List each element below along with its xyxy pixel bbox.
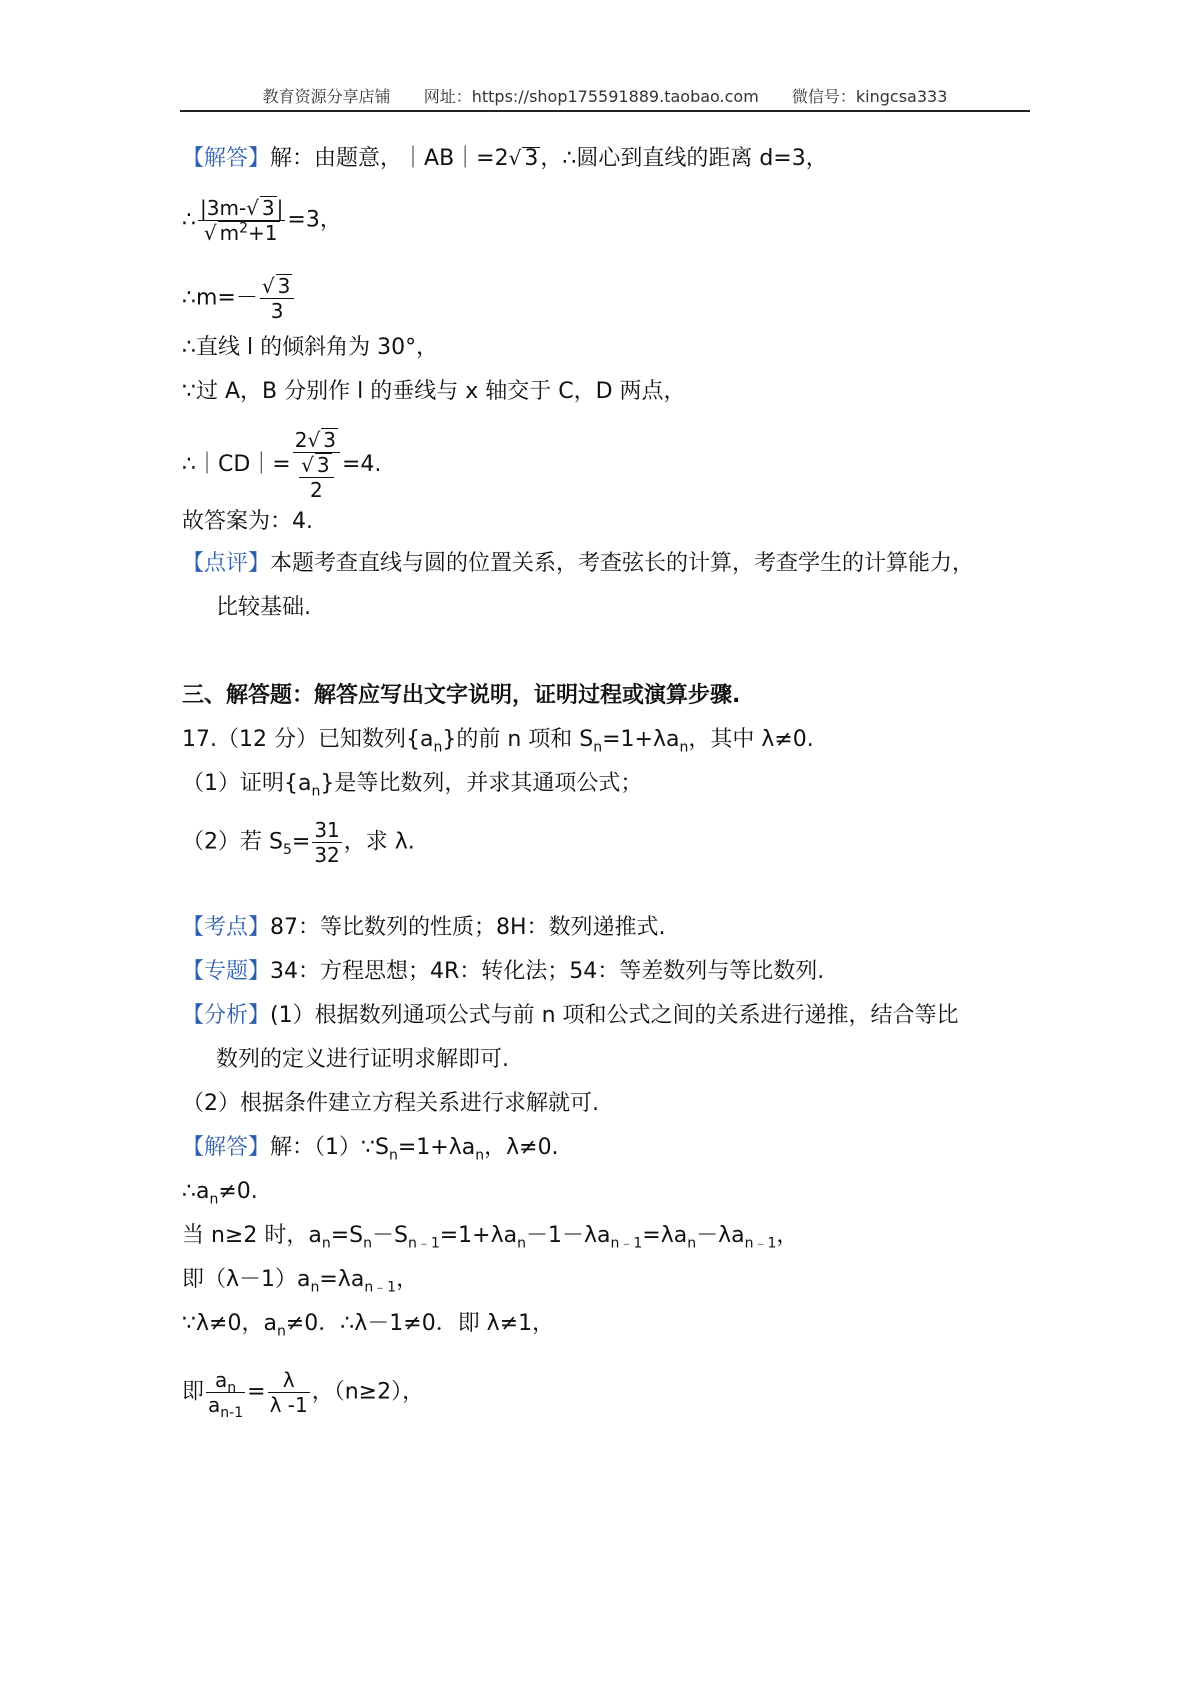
solution-line-3: 当 n≥2 时，$a_n=S_n-S_{n﹣1}=1+\lambda a_n-1-\lambda a_{n﹣1}=\lambda a_n-\lambda a_{n﹣1}$， <box>182 1223 799 1252</box>
fenxi-line-2: 数列的定义进行证明求解即可. <box>216 1047 509 1072</box>
q16-line-1: 【解答】解：由题意，｜AB｜=2√ 3，∴圆心到直线的距离 d=3， <box>182 146 828 171</box>
q16-line-3: ∴m=－ $\frac{√ 3}{3}$ <box>182 274 296 323</box>
s5-fraction: $\frac{31}{32}$ <box>314 818 340 867</box>
solution-line-6: 即 $\frac{a_n}{a_{n-1}}$ = $\frac{\lambda}{\lambda -1}$ ，（n≥2）， <box>182 1368 425 1421</box>
fenxi-line-1: 【分析】(1）根据数列通项公式与前 n 项和公式之间的关系进行递推，结合等比 <box>182 1003 959 1028</box>
q16-line-6: ∴｜CD｜= $\frac{2√ 3}{\frac{√ 3}{2}}$ =4. <box>182 428 382 502</box>
q17-stem: 17.（12 分）已知数列$\{a_n\}$的前 n 项和 $S_n=1+\lambda a_n$，其中 λ≠0. <box>182 727 814 756</box>
lambda-fraction: $\frac{\lambda}{\lambda -1}$ <box>269 1368 308 1417</box>
comment-line-2: 比较基础. <box>216 595 311 620</box>
solution-line-5: ∵λ≠0，$a_n\ne 0$．∴λ－1≠0．即 λ≠1， <box>182 1311 555 1340</box>
distance-fraction: $\frac{|3m-√ 3 |}{√ m^2+1}$ <box>200 196 284 245</box>
q17-part-2: （2）若 $S_5=$ $\frac{31}{32}$ ，求 λ. <box>182 818 415 867</box>
q17-part-1: （1）证明$\{a_n\}$是等比数列，并求其通项公式； <box>182 771 643 800</box>
shop-name: 教育资源分享店铺 <box>262 87 391 106</box>
q16-line-4: ∴直线 l 的倾斜角为 30°， <box>182 335 439 360</box>
ratio-fraction: $\frac{a_n}{a_{n-1}}$ <box>208 1368 244 1421</box>
q16-line-5: ∵过 A，B 分别作 l 的垂线与 x 轴交于 C，D 两点， <box>182 379 686 404</box>
solution-tag: 【解答】 <box>182 1135 271 1160</box>
comment-line-1: 【点评】本题考查直线与圆的位置关系，考查弦长的计算，考查学生的计算能力， <box>182 551 975 576</box>
fenxi-line-3: （2）根据条件建立方程关系进行求解就可. <box>182 1091 599 1116</box>
q16-line-2: ∴ $\frac{|3m-√ 3 |}{√ m^2+1}$ =3， <box>182 196 342 245</box>
zhuanti-tag: 【专题】 <box>182 959 271 984</box>
section-3-title: 三、解答题：解答应写出文字说明，证明过程或演算步骤. <box>182 683 741 708</box>
m-fraction: $\frac{√ 3}{3}$ <box>260 274 294 323</box>
solution-line-4: 即$(\lambda-1)a_n=\lambda a_{n﹣1}$， <box>182 1267 419 1296</box>
kaodian-line: 【考点】87：等比数列的性质；8H：数列递推式. <box>182 915 666 940</box>
comment-tag: 【点评】 <box>182 551 271 576</box>
answer-tag: 【解答】 <box>182 146 271 171</box>
cd-fraction: $\frac{2√ 3}{\frac{√ 3}{2}}$ <box>293 428 340 502</box>
shop-url: 网址：https://shop175591889.taobao.com <box>423 87 759 106</box>
solution-line-1: 【解答】解：$(1)\because S_n=1+\lambda a_n$，λ≠0. <box>182 1135 559 1164</box>
fenxi-tag: 【分析】 <box>182 1003 271 1028</box>
header-rule <box>180 110 1030 112</box>
page-header <box>180 84 1030 107</box>
solution-line-2: $\therefore a_n\ne 0$. <box>182 1179 258 1208</box>
kaodian-tag: 【考点】 <box>182 915 271 940</box>
q16-line-7: 故答案为：4. <box>182 509 313 534</box>
zhuanti-line: 【专题】34：方程思想；4R：转化法；54：等差数列与等比数列. <box>182 959 825 984</box>
wechat-id: 微信号：kingcsa333 <box>791 87 948 106</box>
